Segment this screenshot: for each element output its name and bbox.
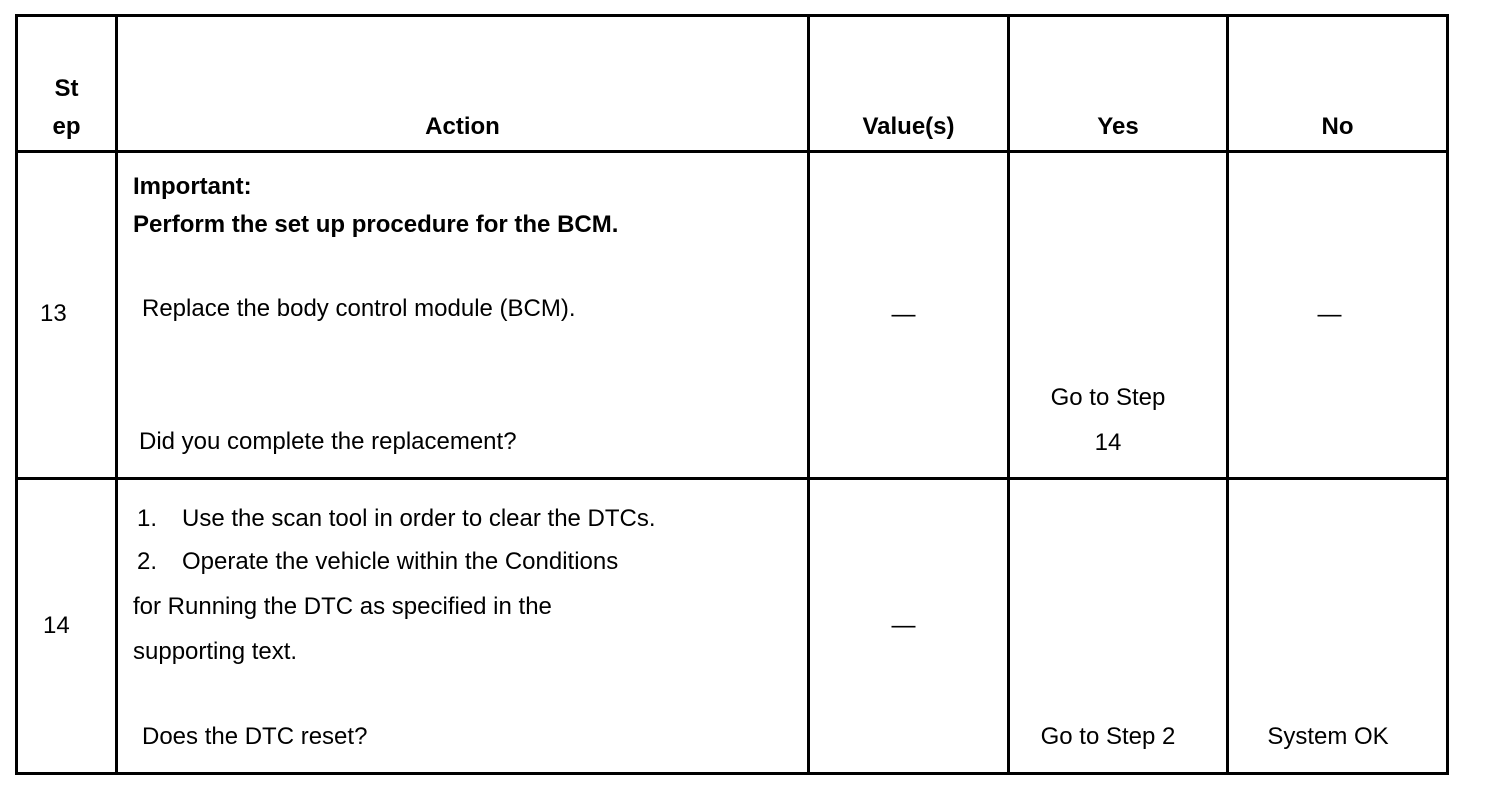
instruction-text: Replace the body control module (BCM). xyxy=(142,295,576,322)
no-cell: — xyxy=(1317,301,1342,328)
yes-cell: Go to Step 2 xyxy=(1040,723,1176,750)
yes-cell-line2: 14 xyxy=(1094,429,1122,456)
header-yes: Yes xyxy=(1097,113,1139,140)
value-cell: — xyxy=(891,612,916,639)
question-text: Does the DTC reset? xyxy=(142,723,368,750)
list-item-text: Operate the vehicle within the Conditions xyxy=(182,548,619,575)
row-divider xyxy=(15,477,1449,480)
list-item-number: 1. xyxy=(137,505,158,532)
header-no: No xyxy=(1321,113,1354,140)
header-action: Action xyxy=(425,113,500,140)
list-item-number: 2. xyxy=(137,548,158,575)
step-number: 14 xyxy=(43,612,70,639)
header-step-line1: St xyxy=(54,75,79,102)
step-number: 13 xyxy=(40,300,67,327)
important-label: Important: xyxy=(133,173,252,200)
list-item-text: Use the scan tool in order to clear the DTCs. xyxy=(182,505,656,532)
list-item-continuation: for Running the DTC as specified in the xyxy=(133,593,552,620)
question-text: Did you complete the replacement? xyxy=(139,428,517,455)
important-text: Perform the set up procedure for the BCM. xyxy=(133,211,619,238)
value-cell: — xyxy=(891,301,916,328)
row-divider xyxy=(15,150,1449,153)
yes-cell-line1: Go to Step xyxy=(1050,384,1166,411)
list-item-continuation: supporting text. xyxy=(133,638,298,665)
no-cell: System OK xyxy=(1267,723,1389,750)
header-step-line2: ep xyxy=(52,113,81,140)
header-values: Value(s) xyxy=(862,113,955,140)
